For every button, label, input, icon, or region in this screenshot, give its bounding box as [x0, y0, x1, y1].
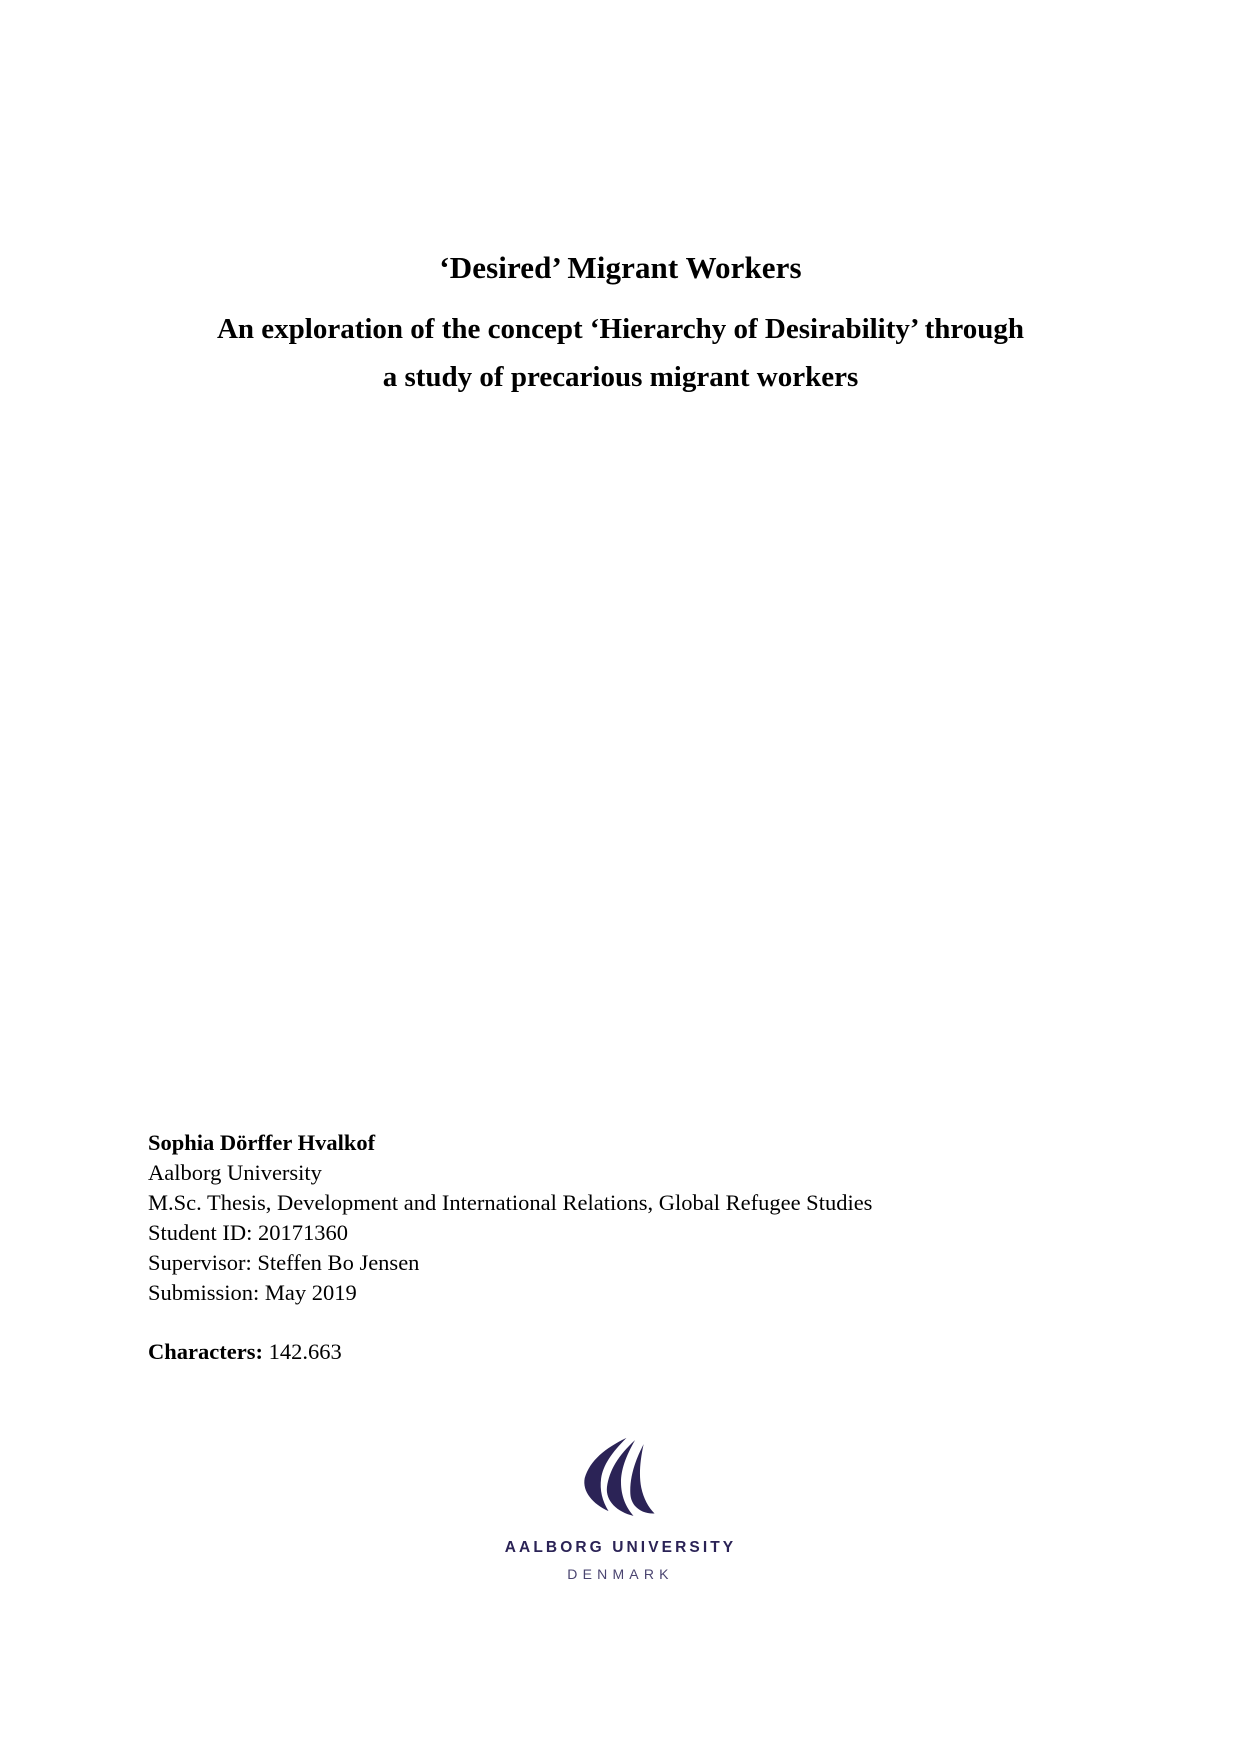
- university-wordmark: AALBORG UNIVERSITY: [504, 1539, 737, 1556]
- author-name: Sophia Dörffer Hvalkof: [148, 1130, 376, 1155]
- page-subtitle-line-1: An exploration of the concept ‘Hierarchy of Desirability’ through: [216, 313, 1025, 345]
- character-count: [148, 1337, 342, 1367]
- supervisor-name: Supervisor: Steffen Bo Jensen: [148, 1249, 420, 1275]
- aalborg-university-flame-icon: [582, 1437, 660, 1519]
- character-count-value: 142.663: [268, 1339, 342, 1364]
- page-title: ‘Desired’ Migrant Workers: [439, 250, 802, 285]
- character-count-label: Characters:: [148, 1339, 263, 1364]
- university-logo: [0, 1437, 1241, 1582]
- author-meta-block: [148, 1128, 1108, 1308]
- title-block: [148, 252, 1093, 401]
- student-id: Student ID: 20171360: [148, 1219, 348, 1245]
- page-subtitle: [148, 283, 1093, 401]
- page-subtitle-line-2: a study of precarious migrant workers: [382, 361, 859, 394]
- submission-date: Submission: May 2019: [148, 1279, 357, 1305]
- institution-name: Aalborg University: [148, 1159, 322, 1185]
- university-country-label: DENMARK: [567, 1566, 674, 1582]
- programme-description: M.Sc. Thesis, Development and International Relations, Global Refugee Studies: [148, 1189, 873, 1215]
